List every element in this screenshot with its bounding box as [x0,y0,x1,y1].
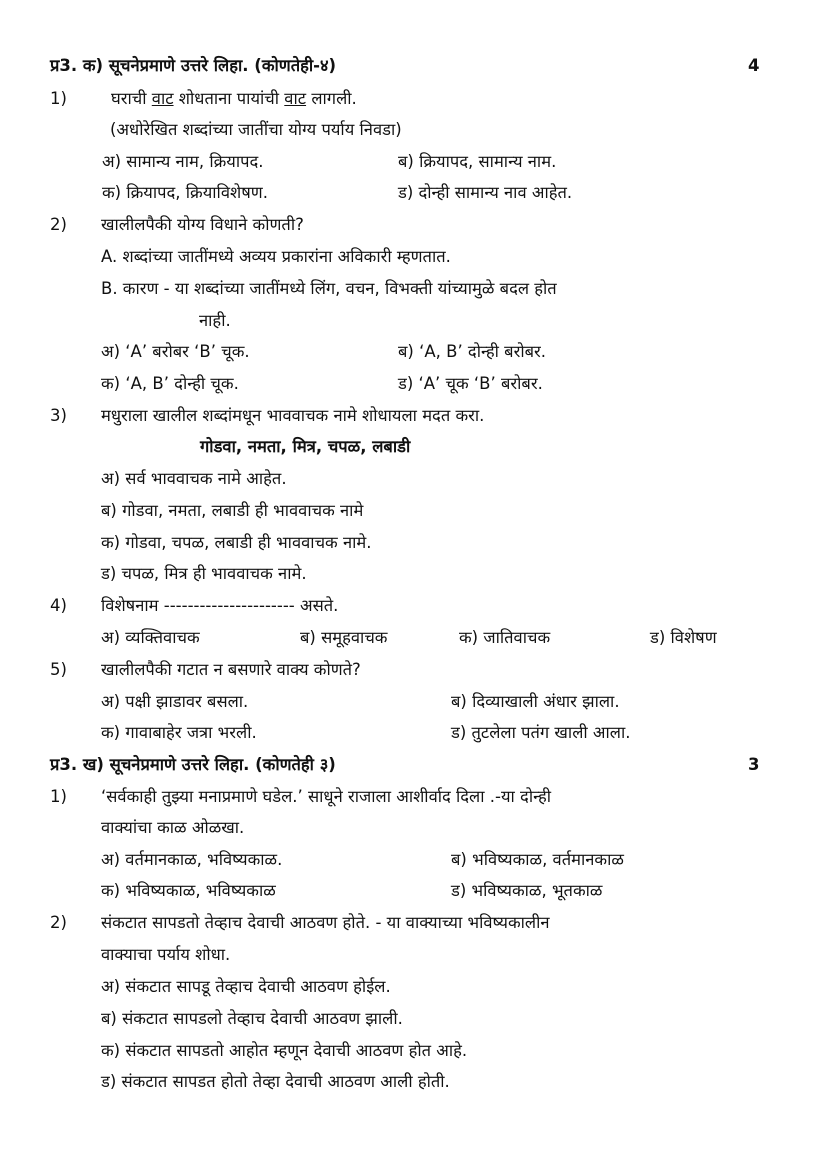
a-q5-number: 5) [50,660,67,679]
b-q2-option-b: ब) संकटात सापडलो तेव्हाच देवाची आठवण झाली. [101,1009,403,1028]
b-q2-number: 2) [50,913,67,932]
a-q3-option-b: ब) गोडवा, नमता, लबाडी ही भाववाचक नामे [101,501,364,520]
a-q4-number: 4) [50,596,67,615]
a-q1-underlined-word-2: वाट [284,89,307,108]
a-q3-option-c: क) गोडवा, चपळ, लबाडी ही भाववाचक नामे. [101,533,372,552]
b-q1-line2: वाक्यांचा काळ ओळखा. [101,818,245,837]
a-q1-part1: घराची [111,89,147,108]
a-q5-question: खालीलपैकी गटात न बसणारे वाक्य कोणते? [101,660,361,679]
section-b-heading: प्र3. ख) सूचनेप्रमाणे उत्तरे लिहा. (कोणतेही ३) [50,755,336,774]
a-q3-option-a: अ) सर्व भाववाचक नामे आहेत. [101,469,287,488]
a-q5-option-b: ब) दिव्याखाली अंधार झाला. [451,692,620,711]
a-q3-question: मधुराला खालील शब्दांमधून भाववाचक नामे शोधायला मदत करा. [101,406,485,425]
a-q3-number: 3) [50,406,67,425]
a-q4-option-c: क) जातिवाचक [459,628,551,647]
a-q1-number: 1) [50,89,67,108]
a-q1-instruction: (अधोरेखित शब्दांच्या जातींचा योग्य पर्याय निवडा) [110,120,402,139]
a-q2-statement-b-line2: नाही. [199,311,231,330]
section-a-heading: प्र3. क) सूचनेप्रमाणे उत्तरे लिहा. (कोणतेही-४) [50,56,337,75]
a-q1-option-c: क) क्रियापद, क्रियाविशेषण. [102,183,268,202]
b-q2-line2: वाक्याचा पर्याय शोधा. [101,945,231,964]
a-q4-option-a: अ) व्यक्तिवाचक [101,628,200,647]
a-q2-statement-b-line1: B. कारण - या शब्दांच्या जातींमध्ये लिंग, वचन, विभक्ती यांच्यामुळे बदल होत [101,279,557,298]
a-q1-part3: लागली. [311,89,357,108]
a-q2-number: 2) [50,215,67,234]
b-q2-option-d: ड) संकटात सापडत होतो तेव्हा देवाची आठवण आली होती. [101,1072,450,1091]
a-q1-option-d: ड) दोन्ही सामान्य नाव आहेत. [398,183,573,202]
b-q1-line1: ‘सर्वकाही तुझ्या मनाप्रमाणे घडेल.’ साधूने राजाला आशीर्वाद दिला .-या दोन्ही [101,787,552,806]
a-q1-underlined-word-1: वाट [151,89,174,108]
b-q1-option-d: ड) भविष्यकाळ, भूतकाळ [451,881,603,900]
a-q5-option-d: ड) तुटलेला पतंग खाली आला. [451,723,631,742]
a-q4-option-d: ड) विशेषण [650,628,717,647]
a-q2-option-d: ड) ‘A’ चूक ‘B’ बरोबर. [398,374,543,393]
a-q1-sentence [111,88,357,110]
a-q3-option-d: ड) चपळ, मित्र ही भाववाचक नामे. [101,564,307,583]
a-q1-option-a: अ) सामान्य नाम, क्रियापद. [102,152,264,171]
a-q2-question: खालीलपैकी योग्य विधाने कोणती? [101,215,304,234]
section-b-marks: 3 [748,755,760,774]
a-q5-option-c: क) गावाबाहेर जत्रा भरली. [101,723,257,742]
b-q1-option-b: ब) भविष्यकाळ, वर्तमानकाळ [451,850,624,869]
b-q2-option-c: क) संकटात सापडतो आहोत म्हणून देवाची आठवण होत आहे. [101,1041,468,1060]
b-q1-option-a: अ) वर्तमानकाळ, भविष्यकाळ. [101,850,283,869]
b-q1-number: 1) [50,787,67,806]
a-q5-option-a: अ) पक्षी झाडावर बसला. [101,692,249,711]
a-q1-part2: शोधताना पायांची [178,89,280,108]
a-q1-option-b: ब) क्रियापद, सामान्य नाम. [398,152,557,171]
b-q1-option-c: क) भविष्यकाळ, भविष्यकाळ [101,881,276,900]
b-q2-option-a: अ) संकटात सापडू तेव्हाच देवाची आठवण होईल. [101,977,391,996]
a-q3-word-list: गोडवा, नमता, मित्र, चपळ, लबाडी [200,437,411,456]
a-q2-option-a: अ) ‘A’ बरोबर ‘B’ चूक. [101,342,250,361]
a-q2-option-b: ब) ‘A, B’ दोन्ही बरोबर. [398,342,547,361]
a-q2-option-c: क) ‘A, B’ दोन्ही चूक. [101,374,239,393]
a-q2-statement-a: A. शब्दांच्या जातींमध्ये अव्यय प्रकारांना अविकारी म्हणतात. [101,247,451,266]
b-q2-line1: संकटात सापडतो तेव्हाच देवाची आठवण होते. - या वाक्याच्या भविष्यकालीन [101,913,550,932]
a-q4-question: विशेषनाम ---------------------- असते. [101,596,339,615]
a-q4-option-b: ब) समूहवाचक [300,628,388,647]
section-a-marks: 4 [748,56,760,75]
